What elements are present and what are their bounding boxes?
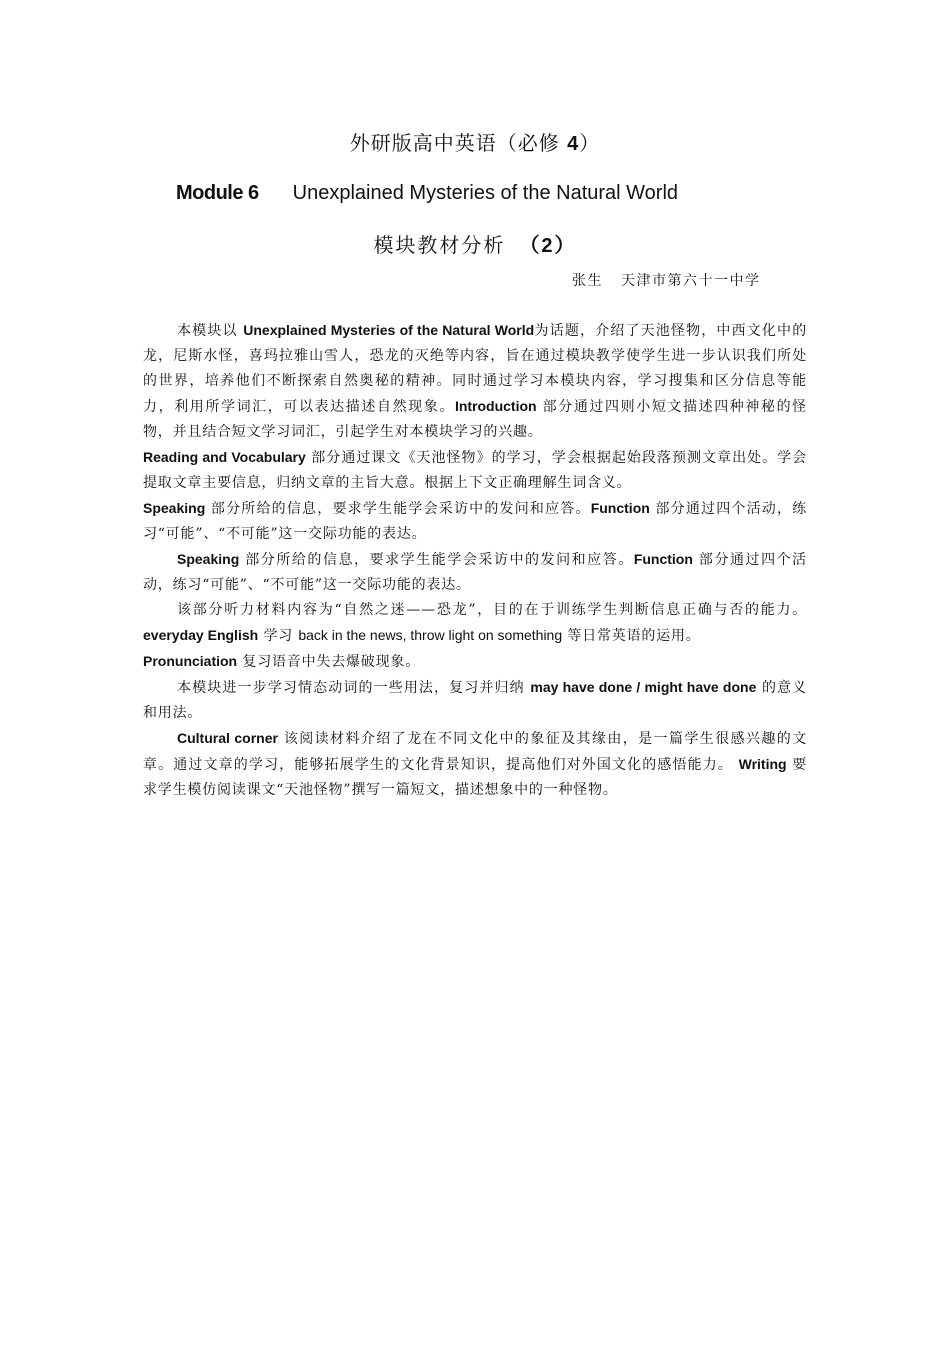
p3-text-b: 部分所给的信息，要求学生能学会采访中的发问和应答。 [210,501,591,517]
p5-text-a: 该部分听力材料内容为“自然之迷——恐龙”，目的在于训练学生判断信息正确与否的能力。 [177,602,807,618]
p6-text: 复习语音中失去爆破现象。 [242,654,420,670]
paragraph-listening [143,598,807,649]
p5-label: everyday English [143,627,259,643]
p2-label: Reading and Vocabulary [143,449,306,465]
page-title [0,127,950,156]
author-line [572,270,761,290]
p4-label-c: Function [633,551,693,567]
p5-text-e: 等日常英语的运用。 [567,628,701,644]
p4-text-b: 部分所给的信息，要求学生能学会采访中的发问和应答。 [245,552,634,568]
p8-label-c: Writing [738,756,787,772]
p1-text-c: 为话题，介绍了天池怪物，中西文化中的龙，尼斯水怪，喜玛拉雅山雪人，恐龙的灭绝等内容，旨在通过模块教学使学生进一步认识我们所处的世界，培养他们不断探索自然奥秘的精神。同时通过学习本模块内容，学习搜集和区分信息等能力，利用所学词汇，可以表达描述自然现象。 [143,323,807,415]
subtitle-num: （2） [519,235,577,257]
paragraph-cultural-writing [143,726,807,803]
p1-text-e: 部分通过四则小短文描述四种神秘的怪物，并且结合短文学习词汇，引起学生对本模块学习的兴趣。 [143,399,807,440]
p2-text: 部分通过课文《天池怪物》的学习，学会根据起始段落预测文章出处。学会提取文章主要信息，归纳文章的主旨大意。根据上下文正确理解生词含义。 [143,450,807,491]
module-label: Module 6 [176,182,259,204]
p1-text-a: 本模块以 [177,323,238,339]
title-close: ） [579,131,601,155]
paragraph-grammar [143,675,807,726]
p8-label-a: Cultural corner [177,730,278,746]
p4-text-d: 部分通过四个活动，练习“可能”、“不可能”这一交际功能的表达。 [143,552,807,593]
p8-text-d: 要求学生模仿阅读课文“天池怪物”撰写一篇短文，描述想象中的一种怪物。 [143,757,807,798]
subtitle-cn: 模块教材分析 [373,233,506,257]
paragraph-speaking-1 [143,496,807,547]
p8-text-b: 该阅读材料介绍了龙在不同文化中的象征及其缘由，是一篇学生很感兴趣的文章。通过文章的学习，能够拓展学生的文化背景知识，提高他们对外国文化的感悟能力。 [143,731,807,773]
paragraph-reading [143,445,807,496]
p1-topic: Unexplained Mysteries of the Natural World [243,322,535,338]
p3-label-c: Function [590,500,650,516]
p7-text-c: 的意义和用法。 [143,680,807,721]
document-body [143,318,807,803]
p5-phrases: back in the news, throw light on something [298,627,563,643]
paragraph-speaking-2 [143,547,807,598]
page-subtitle [0,229,950,258]
p1-introduction-label: Introduction [454,398,537,414]
module-title: Unexplained Mysteries of the Natural World [292,182,679,204]
paragraph-overview [143,318,807,445]
author-name: 张生 [572,273,603,289]
title-cn: 外研版高中英语（必修 [349,131,560,155]
author-school: 天津市第六十一中学 [621,273,761,289]
paragraph-pronunciation [143,649,807,675]
p5-text-c: 学习 [263,628,294,644]
p6-label: Pronunciation [143,653,238,669]
title-num: 4 [567,133,580,155]
p3-text-d: 部分通过四个活动，练习“可能”、“不可能”这一交际功能的表达。 [143,501,807,542]
p4-label-a: Speaking [177,551,240,567]
p3-label-a: Speaking [143,500,206,516]
p7-text-a: 本模块进一步学习情态动词的一些用法，复习并归纳 [177,680,525,696]
module-heading [176,182,678,205]
p7-grammar-term: may have done / might have done [530,679,757,695]
